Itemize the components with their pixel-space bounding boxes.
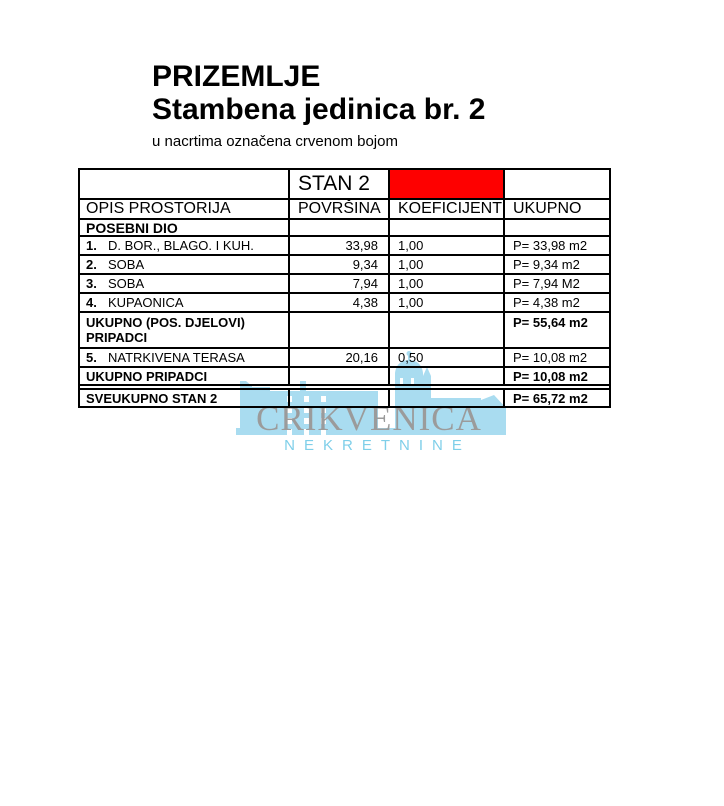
room-name-cell	[80, 294, 288, 311]
subtotal-row	[80, 311, 609, 347]
empty-cell	[288, 390, 388, 406]
table-row-room-2	[80, 254, 609, 273]
table-header-row	[80, 198, 609, 218]
sveukupno-row	[80, 384, 609, 406]
stan-header: STAN 2	[288, 170, 388, 198]
room-area-cell: 7,94	[288, 275, 388, 292]
red-legend-cell	[388, 170, 503, 198]
room-number: 5.	[86, 350, 97, 365]
ukupno-pripadci-row	[80, 366, 609, 384]
room-coef-cell: 0,50	[388, 349, 503, 366]
empty-cell	[388, 220, 503, 235]
room-area-cell: 4,38	[288, 294, 388, 311]
empty-cell	[288, 368, 388, 384]
room-name-cell	[80, 237, 288, 254]
empty-cell	[388, 390, 503, 406]
room-number: 2.	[86, 257, 97, 272]
room-name: KUPAONICA	[108, 295, 184, 310]
section-label: POSEBNI DIO	[86, 220, 178, 235]
ukupno-pripadci-label: UKUPNO PRIPADCI	[86, 368, 208, 384]
room-total-cell: P= 4,38 m2	[503, 294, 609, 311]
room-name: NATRKIVENA TERASA	[108, 350, 245, 365]
title-block	[152, 60, 485, 150]
subtotal-total-cell: P= 55,64 m2	[503, 313, 609, 347]
room-total-cell: P= 10,08 m2	[503, 349, 609, 366]
col-header-koeficijent: KOEFICIJENT	[388, 200, 503, 218]
empty-cell	[80, 170, 288, 198]
room-name-cell	[80, 349, 288, 366]
empty-cell	[388, 368, 503, 384]
room-coef-cell: 1,00	[388, 237, 503, 254]
empty-cell	[288, 220, 388, 235]
room-total-cell: P= 9,34 m2	[503, 256, 609, 273]
room-area-cell: 33,98	[288, 237, 388, 254]
table-row-room-3	[80, 273, 609, 292]
room-name: SOBA	[108, 257, 145, 272]
subtotal-label-line1: UKUPNO (POS. DJELOVI)	[86, 315, 245, 330]
room-coef-cell: 1,00	[388, 294, 503, 311]
room-area-cell: 20,16	[288, 349, 388, 366]
empty-cell	[503, 170, 609, 198]
ukupno-pripadci-total: P= 10,08 m2	[503, 368, 609, 384]
room-name-cell	[80, 256, 288, 273]
empty-cell	[388, 313, 503, 347]
room-name: SOBA	[108, 276, 145, 291]
table-row-room-5	[80, 347, 609, 366]
room-name: D. BOR., BLAGO. I KUH.	[108, 238, 254, 253]
room-number: 4.	[86, 295, 97, 310]
subtotal-label-line2: PRIPADCI	[86, 330, 148, 345]
unit-subtitle: Stambena jedinica br. 2	[152, 93, 486, 126]
section-header-row	[80, 218, 609, 235]
watermark-subname: NEKRETNINE	[284, 437, 471, 454]
table-row-room-1	[80, 235, 609, 254]
col-header-ukupno: UKUPNO	[503, 200, 609, 218]
subtotal-label-cell	[80, 313, 288, 347]
page-title: PRIZEMLJE	[152, 60, 321, 93]
room-area-cell: 9,34	[288, 256, 388, 273]
room-total-cell: P= 33,98 m2	[503, 237, 609, 254]
sveukupno-label: SVEUKUPNO STAN 2	[86, 390, 218, 406]
col-header-povrsina: POVRŠINA	[288, 200, 388, 218]
room-total-cell: P= 7,94 M2	[503, 275, 609, 292]
area-table	[78, 168, 611, 408]
room-coef-cell: 1,00	[388, 275, 503, 292]
table-row-stan	[80, 170, 609, 198]
empty-cell	[503, 220, 609, 235]
room-name-cell	[80, 275, 288, 292]
empty-cell	[288, 313, 388, 347]
table-row-room-4	[80, 292, 609, 311]
sveukupno-total: P= 65,72 m2	[503, 390, 609, 406]
room-coef-cell: 1,00	[388, 256, 503, 273]
watermark-name: CRIKVENICA	[256, 399, 482, 438]
room-number: 1.	[86, 238, 97, 253]
col-header-opis: OPIS PROSTORIJA	[86, 200, 231, 217]
room-number: 3.	[86, 276, 97, 291]
red-color-note: u nacrtima označena crvenom bojom	[152, 133, 398, 150]
